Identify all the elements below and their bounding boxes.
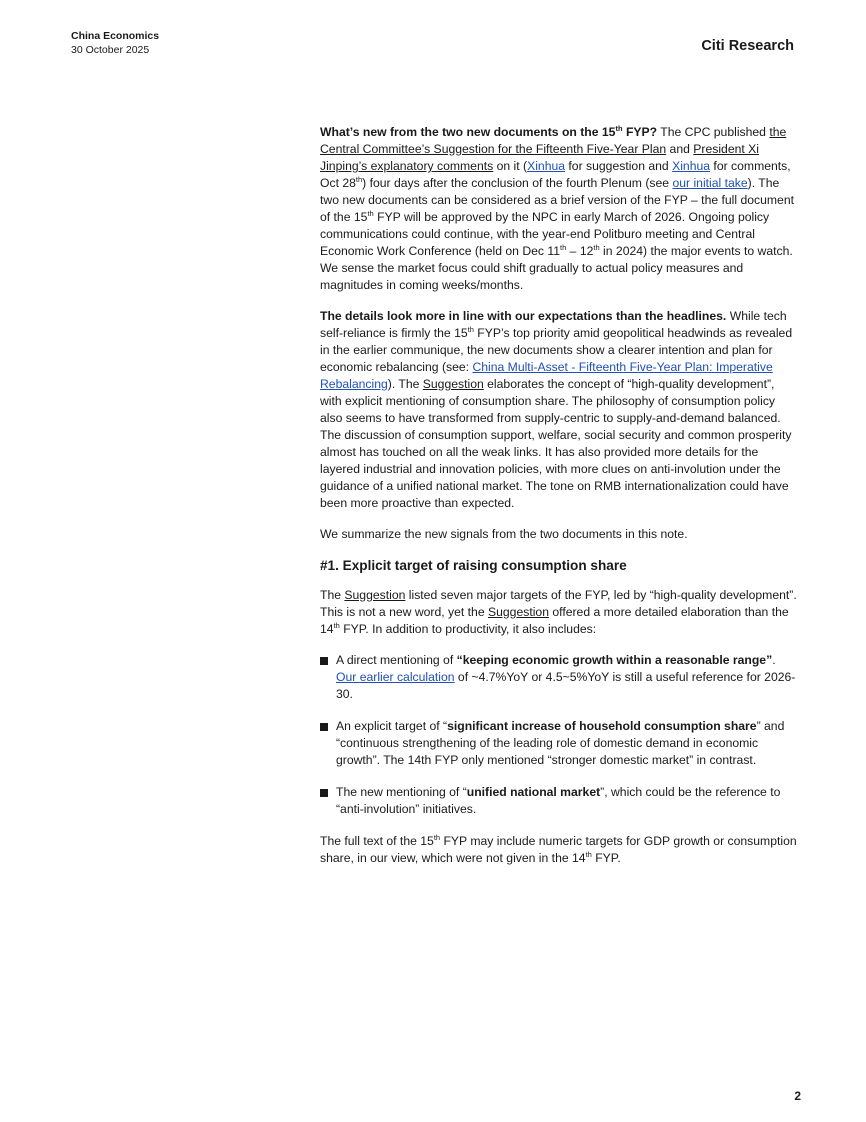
bullet-square-icon	[320, 657, 328, 665]
page-number: 2	[794, 1089, 801, 1103]
main-content	[320, 124, 798, 881]
paragraph-targets-intro: The Suggestion listed seven major targets of the FYP, led by “high-quality development”. This is not a new word, yet the Suggestion offered a more detailed elaboration than the 14th FYP. In addition to productivity, it also includes:	[320, 588, 797, 636]
link-xinhua-comments[interactable]: Xinhua	[672, 159, 711, 173]
link-suggestion[interactable]: Suggestion	[344, 588, 406, 602]
bullet-square-icon	[320, 723, 328, 731]
paragraph-summary: We summarize the new signals from the two documents in this note.	[320, 527, 688, 541]
targets-bullet-list	[320, 652, 798, 818]
lead-whats-new: What’s new from the two new documents on the 15th FYP?	[320, 124, 658, 139]
paragraph-closing: The full text of the 15th FYP may include numeric targets for GDP growth or consumption share, in our view, which were not given in the 14th FYP.	[320, 833, 797, 865]
brand-name: Citi Research	[701, 38, 794, 54]
link-xi-explanatory-comments[interactable]: President Xi Jinping’s explanatory comments	[320, 142, 759, 173]
link-xinhua-suggestion[interactable]: Xinhua	[527, 159, 566, 173]
link-earlier-calculation[interactable]: Our earlier calculation	[336, 670, 455, 684]
list-item: A direct mentioning of “keeping economic growth within a reasonable range”. Our earlier calculation of ~4.7%YoY or 4.5~5%YoY is still a useful reference for 2026-30.	[320, 652, 798, 703]
paragraph-whats-new: What’s new from the two new documents on the 15th FYP? The CPC published the Central Committee’s Suggestion for the Fifteenth Five-Year Plan and President Xi Jinping’s explanatory comments on it (Xinhua for suggestion and Xinhua for comments, Oct 28th) four days after the conclusion of the fourth Plenum (see our initial take). The two new documents can be considered as a brief version of the FYP – the full document of the 15th FYP will be approved by the NPC in early March of 2026. Ongoing policy communications could continue, with the year-end Politburo meeting and Central Economic Work Conference (held on Dec 11th – 12th in 2024) the major events to watch. We sense the market focus could shift gradually to actual policy measures and magnitudes in coming weeks/months.	[320, 124, 795, 292]
link-central-committee-suggestion[interactable]: the Central Committee’s Suggestion for the Fifteenth Five-Year Plan	[320, 125, 787, 156]
list-item: An explicit target of “significant increase of household consumption share” and “continuous strengthening of the leading role of domestic demand in economic growth”. The 14th FYP only mentioned “stronger domestic market” in contrast.	[320, 718, 798, 769]
link-initial-take[interactable]: our initial take	[672, 176, 748, 190]
bullet-square-icon	[320, 789, 328, 797]
link-suggestion[interactable]: Suggestion	[422, 377, 484, 391]
section-heading-consumption-share: #1. Explicit target of raising consumption share	[320, 558, 627, 573]
section-title: China Economics	[71, 30, 160, 42]
paragraph-details: The details look more in line with our expectations than the headlines. While tech self-reliance is firmly the 15th FYP’s top priority amid geopolitical headwinds as revealed in the earlier communique, the new documents show a clearer intention and plan for economic rebalancing (see: China Multi-Asset - Fifteenth Five-Year Plan: Imperative Rebalancing). The Suggestion elaborates the concept of “high-quality development”, with explicit mentioning of consumption share. The philosophy of consumption policy also seems to have transformed from supply-centric to supply-and-demand balanced. The discussion of consumption support, welfare, social security and common prosperity almost has touched on all the weak links. It has also provided more details for the layered industrial and innovation policies, with more clues on anti-involution under the guidance of a unified national market. The tone on RMB internationalization could have been more proactive than expected.	[320, 309, 793, 510]
link-suggestion[interactable]: Suggestion	[488, 605, 549, 619]
link-china-multi-asset-report[interactable]: China Multi-Asset - Fifteenth Five-Year Plan: Imperative Rebalancing	[320, 360, 773, 391]
report-date: 30 October 2025	[71, 44, 150, 56]
list-item: The new mentioning of “unified national market”, which could be the reference to “anti-involution” initiatives.	[320, 784, 798, 818]
lead-details: The details look more in line with our expectations than the headlines.	[320, 309, 727, 323]
page-header-left	[71, 29, 159, 57]
